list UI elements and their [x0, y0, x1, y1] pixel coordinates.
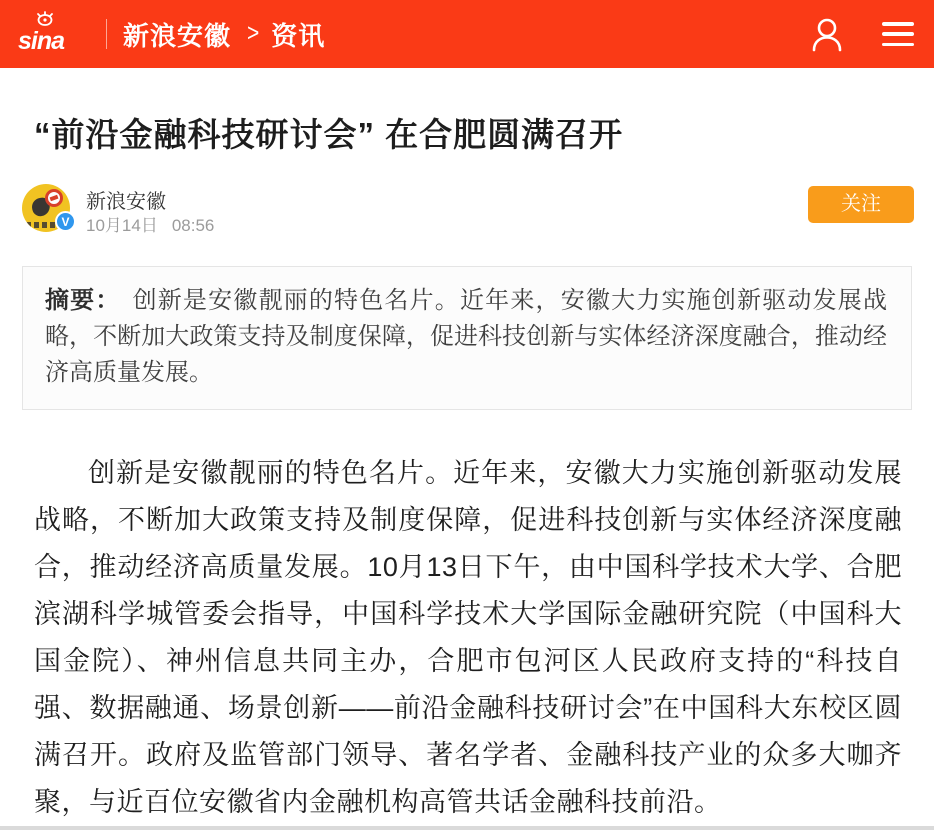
verified-badge-icon: V	[55, 211, 76, 232]
menu-icon[interactable]	[882, 22, 914, 46]
summary-box	[22, 266, 912, 410]
publish-date: 10月14日	[86, 216, 158, 235]
bottom-page-edge	[0, 826, 934, 830]
publish-time: 08:56	[171, 216, 215, 235]
article-body-paragraph: 创新是安徽靓丽的特色名片。近年来，安徽大力实施创新驱动发展战略，不断加大政策支持及制度保障，促进科技创新与实体经济深度融合，推动经济高质量发展。10月13日下午，由中国科学技术大学、合肥滨湖科学城管委会指导，中国科学技术大学国际金融研究院（中国科大国金院）、神州信息共同主办，合肥市包河区人民政府支持的“科技自强、数据融通、场景创新——前沿金融科技研讨会”在中国科大东校区圆满召开。政府及监管部门领导、著名学者、金融科技产业的众多大咖齐聚，与近百位安徽省内金融机构高管共话金融科技前沿。	[34, 458, 902, 817]
top-header-bar	[0, 0, 934, 68]
header-actions	[810, 16, 914, 52]
sina-logo-text: sina	[18, 27, 65, 55]
author-name[interactable]: 新浪安徽	[86, 191, 166, 213]
follow-button[interactable]: 关注	[808, 186, 914, 223]
publish-datetime	[86, 211, 214, 236]
avatar-art-sign	[45, 189, 63, 207]
user-icon[interactable]	[810, 16, 844, 52]
sina-eye-icon	[34, 10, 56, 26]
breadcrumb-separator: >	[247, 19, 260, 48]
breadcrumb-site-name[interactable]: 新浪安徽	[123, 20, 232, 51]
article-title: “前沿金融科技研讨会” 在合肥圆满召开	[34, 116, 624, 153]
summary-label: 摘要：	[45, 287, 121, 314]
breadcrumb-section[interactable]: 资讯	[271, 20, 326, 51]
sina-logo[interactable]	[18, 10, 92, 58]
author-row	[22, 184, 914, 235]
header-divider	[106, 19, 107, 49]
summary-text: 创新是安徽靓丽的特色名片。近年来，安徽大力实施创新驱动发展战略，不断加大政策支持及制度保障，促进科技创新与实体经济深度融合，推动经济高质量发展。	[45, 287, 887, 386]
